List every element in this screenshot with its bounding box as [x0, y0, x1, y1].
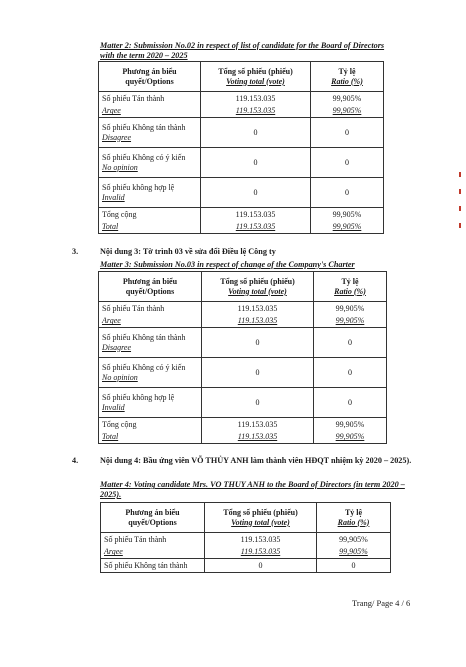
table-row: Số phiếu không hợp lệ Invalid 0 0 [99, 388, 387, 418]
table-row: Số phiếu Tán thành 119.153.035 99,905% [99, 92, 384, 106]
vote-table-matter-4 [100, 502, 391, 573]
vote-table-matter-3 [98, 271, 387, 444]
header-ratio: Tỷ lệ Ratio (%) [317, 503, 391, 533]
header-options: Phương án biểu quyết/Options [99, 62, 201, 92]
matter-3-heading: Matter 3: Submission No.03 in respect of change of the Company's Charter [100, 260, 355, 269]
header-total: Tổng số phiếu (phiếu) Voting total (vote) [205, 503, 317, 533]
header-options: Phương án biểu quyết/Options [99, 272, 202, 302]
matter-2-heading: Matter 2: Submission No.02 in respect of list of candidate for the Board of Directors with the term 2020 – 2025 [100, 41, 385, 60]
table-row: Số phiếu Không có ý kiến No opinion 0 0 [99, 148, 384, 178]
table-row: Số phiếu Không tán thành 0 0 [101, 559, 391, 573]
binding-marks [459, 172, 463, 240]
section-3-heading: Nội dung 3: Tờ trình 03 về sửa đổi Điều lệ Công ty [100, 247, 276, 256]
header-ratio: Tỷ lệ Ratio (%) [311, 62, 384, 92]
table-row: Số phiếu không hợp lệ Invalid 0 0 [99, 178, 384, 208]
table-row: Total 119.153.035 99,905% [99, 222, 384, 234]
matter-4-heading: Matter 4: Voting candidate Mrs. VO THUY ANH to the Board of Directors (in term 2020 – 2025). [100, 480, 405, 499]
table-row: Số phiếu Tán thành 119.153.035 99,905% [101, 533, 391, 547]
header-total: Tổng số phiếu (phiếu) Voting total (vote) [201, 62, 311, 92]
page-number: Trang/ Page 4 / 6 [352, 598, 411, 608]
table-row: Total 119.153.035 99,905% [99, 432, 387, 444]
header-options: Phương án biểu quyết/Options [101, 503, 205, 533]
section-number: 3. [72, 247, 79, 256]
section-number: 4. [72, 456, 79, 465]
table-row: Tổng cộng 119.153.035 99,905% [99, 208, 384, 222]
table-row: Số phiếu Không tán thành Disagree 0 0 [99, 118, 384, 148]
table-row: Tổng cộng 119.153.035 99,905% [99, 418, 387, 432]
header-ratio: Tỷ lệ Ratio (%) [314, 272, 387, 302]
vote-table-matter-2 [98, 61, 384, 234]
table-row: Argee 119.153.035 99,905% [101, 547, 391, 559]
table-row: Số phiếu Không tán thành Disagree 0 0 [99, 328, 387, 358]
table-row: Số phiếu Không có ý kiến No opinion 0 0 [99, 358, 387, 388]
header-total: Tổng số phiếu (phiếu) Voting total (vote) [202, 272, 314, 302]
table-row: Argee 119.153.035 99,905% [99, 106, 384, 118]
table-row: Số phiếu Tán thành 119.153.035 99,905% [99, 302, 387, 316]
section-4-heading: Nội dung 4: Bầu ứng viên VÕ THỦY ANH làm thành viên HĐQT nhiệm kỳ 2020 – 2025). [100, 456, 412, 465]
table-row: Argee 119.153.035 99,905% [99, 316, 387, 328]
